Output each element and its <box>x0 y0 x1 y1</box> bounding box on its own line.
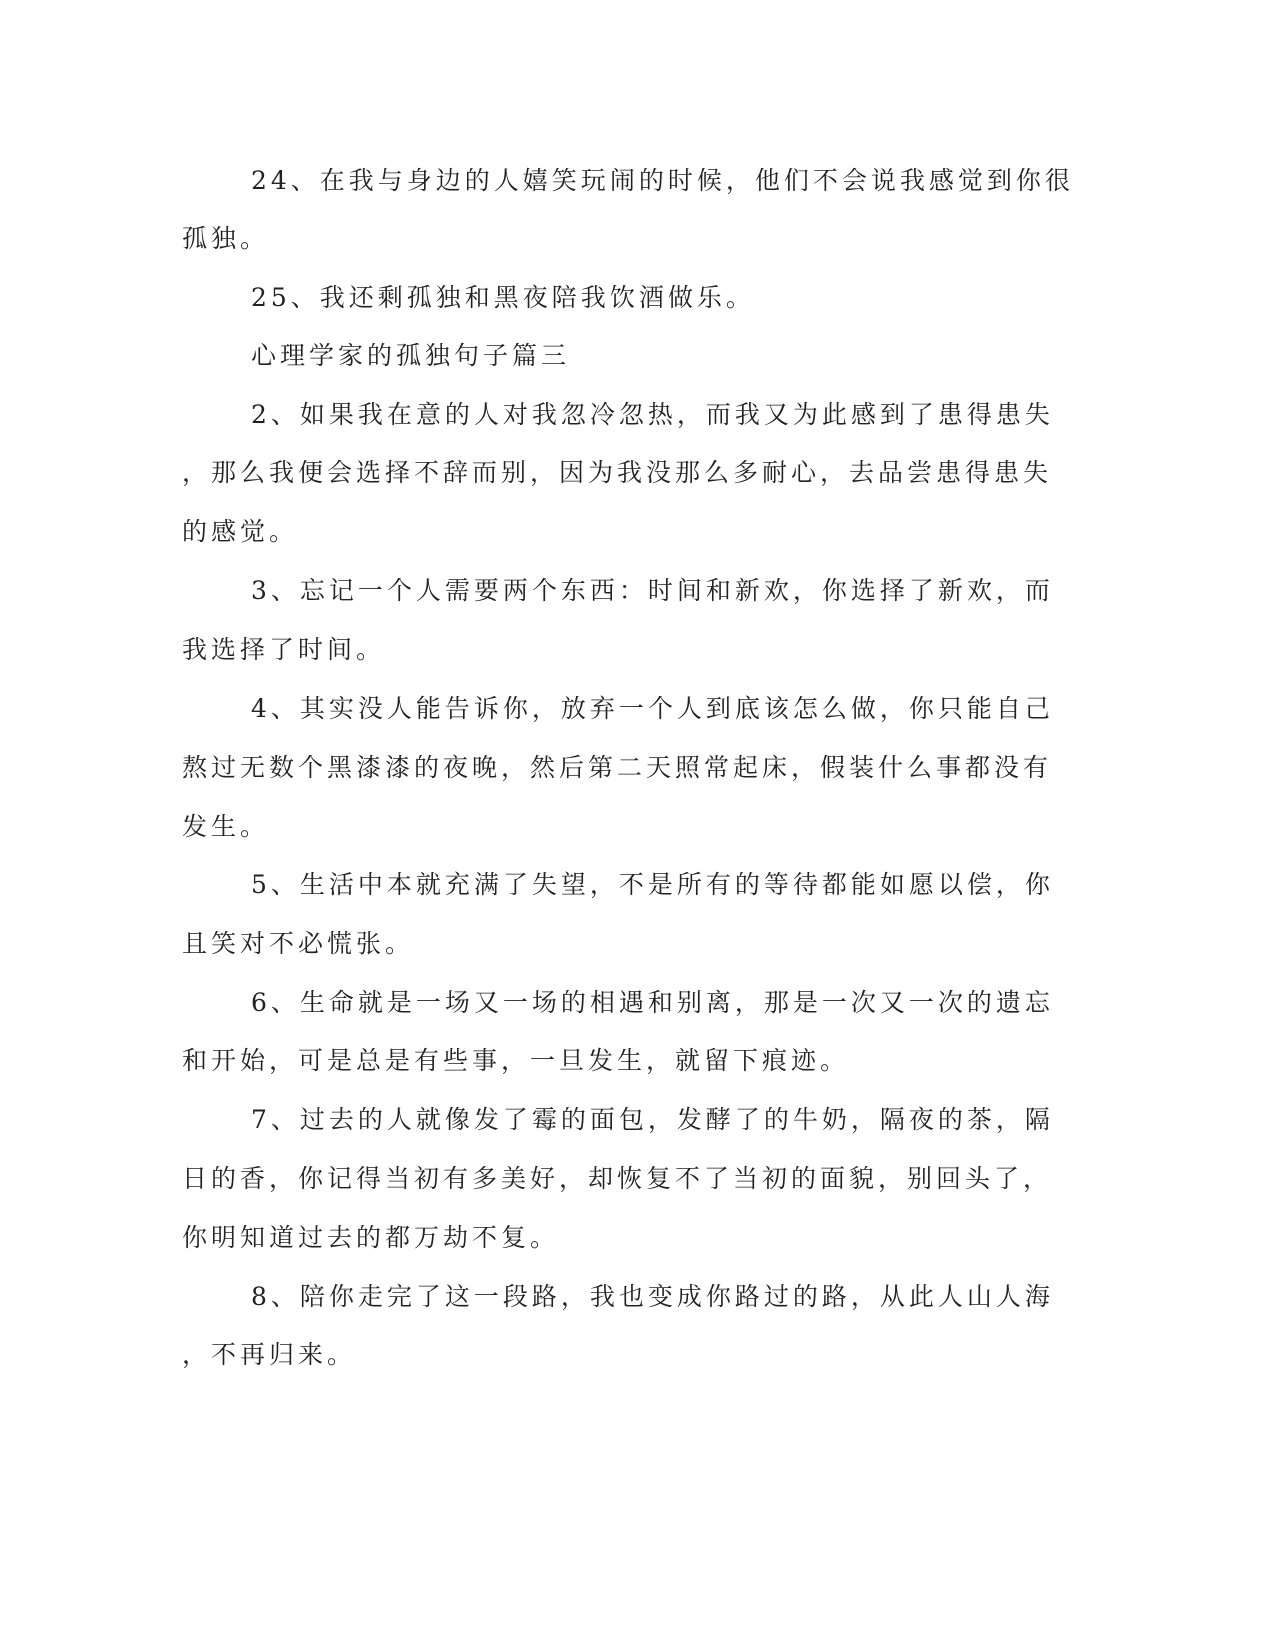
text-line: 且笑对不必慌张。 <box>182 929 415 958</box>
text-line: 3、忘记一个人需要两个东西：时间和新欢，你选择了新欢，而 <box>251 576 1054 605</box>
section-heading: 心理学家的孤独句子篇三 <box>251 341 571 370</box>
text-line: 24、在我与身边的人嬉笑玩闹的时候，他们不会说我感觉到你很 <box>251 166 1074 195</box>
text-line: 7、过去的人就像发了霉的面包，发酵了的牛奶，隔夜的茶，隔 <box>251 1105 1054 1134</box>
text-line: 6、生命就是一场又一场的相遇和别离，那是一次又一次的遗忘 <box>251 988 1054 1017</box>
text-line: 5、生活中本就充满了失望，不是所有的等待都能如愿以偿，你 <box>251 870 1054 899</box>
text-line: 你明知道过去的都万劫不复。 <box>182 1223 560 1252</box>
text-line: 和开始，可是总是有些事，一旦发生，就留下痕迹。 <box>182 1046 850 1075</box>
text-line: 孤独。 <box>182 224 270 253</box>
text-line: 4、其实没人能告诉你，放弃一个人到底该怎么做，你只能自己 <box>251 694 1054 723</box>
text-line: 日的香，你记得当初有多美好，却恢复不了当初的面貌，别回头了， <box>182 1164 1053 1193</box>
text-line: 2、如果我在意的人对我忽冷忽热，而我又为此感到了患得患失 <box>251 400 1054 429</box>
text-line: ，不再归来。 <box>182 1340 357 1369</box>
text-line: ，那么我便会选择不辞而别，因为我没那么多耐心，去品尝患得患失 <box>182 458 1053 487</box>
text-line: 8、陪你走完了这一段路，我也变成你路过的路，从此人山人海 <box>251 1282 1054 1311</box>
text-line: 我选择了时间。 <box>182 635 386 664</box>
text-line: 发生。 <box>182 812 270 841</box>
text-line: 25、我还剩孤独和黑夜陪我饮酒做乐。 <box>251 283 755 312</box>
text-line: 熬过无数个黑漆漆的夜晚，然后第二天照常起床，假装什么事都没有 <box>182 753 1053 782</box>
text-line: 的感觉。 <box>182 517 299 546</box>
